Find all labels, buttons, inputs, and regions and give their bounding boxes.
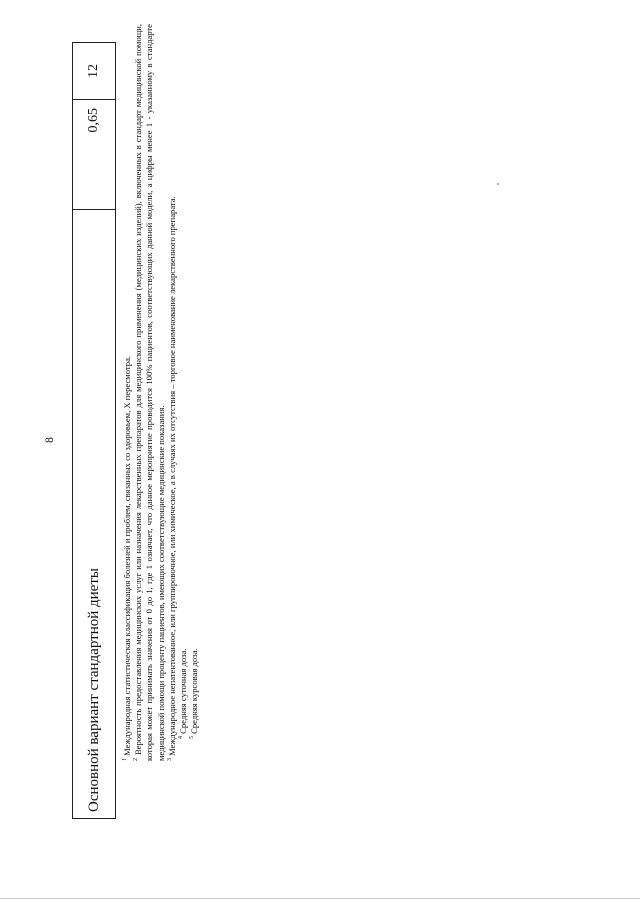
table-cell-value-2: 12 xyxy=(86,64,101,78)
footnote-4: $^4$ Средняя суточная доза. xyxy=(178,648,189,739)
table-cell-name: Основной вариант стандартной диеты xyxy=(73,209,115,818)
footnote-1: $^1$ Международная статистическая классификация болезней и проблем, связанных со здоровьем, X пересмотра. xyxy=(122,355,132,761)
footnote-3: $^3$ Международное непатентованное, или группировочное, или химическое, а в случаях их отсутствия – торговое наименование лекарственного препарата. xyxy=(166,196,177,761)
scan-edge-line xyxy=(0,898,640,899)
footnote-2: $^2$ Вероятность предоставления медицинских услуг или назначения лекарственных препаратов для медицинского применения (медицинских изделий), включенных в стандарт медицинской помощи, которая может принимать значения от 0 до 1, где 1 означает, что данное мероприятие проводится 100% пациентов, соответствующих данной модели, а цифры менее 1 - указанному в стандарте медицинской помощи проценту пациентов, имеющих соответствующие медицинские показания. xyxy=(133,24,166,761)
footnote-5: $^5$ Средняя курсовая доза. xyxy=(189,648,200,739)
table-cell-value-1: 0,65 xyxy=(73,99,115,209)
scan-speck xyxy=(497,183,499,185)
footnotes xyxy=(122,24,200,819)
data-table xyxy=(72,42,116,819)
page-number: 8 xyxy=(42,437,56,443)
